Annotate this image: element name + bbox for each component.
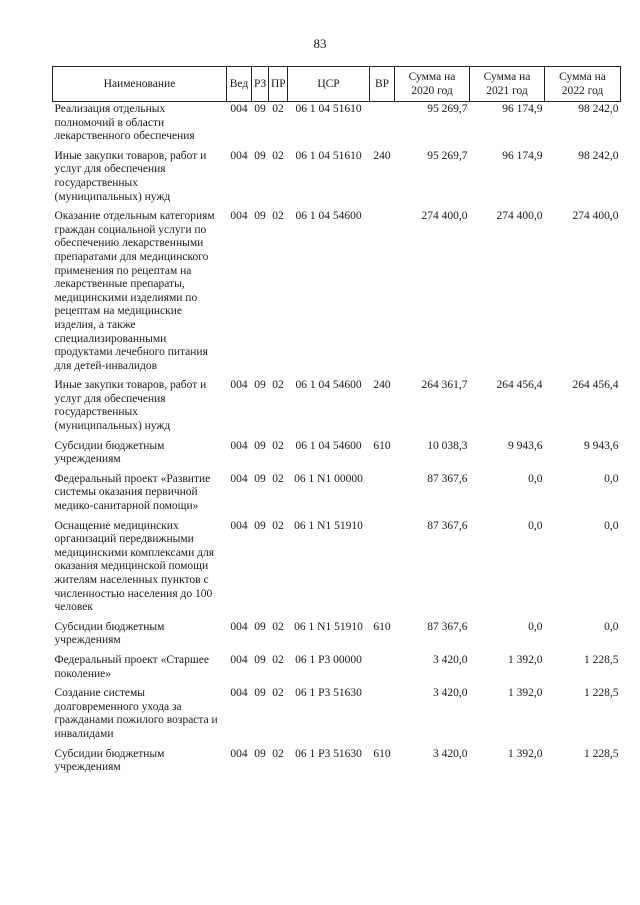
- row-sum-2021: 0,0: [528, 620, 543, 633]
- row-sum-2020: 87 367,6: [427, 519, 468, 532]
- row-rz: 09: [254, 439, 266, 452]
- row-name: Оснащение медицинских организаций передвижными медицинскими комплексами для оказания медицинской помощи жителям населенных пунктов с численностью населения до 100 человек: [54, 519, 214, 614]
- page-number: 83: [313, 36, 327, 51]
- row-pr: 02: [272, 103, 284, 115]
- row-rz: 09: [254, 379, 266, 392]
- table-row: [53, 472, 621, 519]
- row-sum-2022: 98 242,0: [578, 103, 619, 115]
- row-name: Иные закупки товаров, работ и услуг для обеспечения государственных (муниципальных) нужд: [54, 379, 207, 433]
- row-sum-2021: 0,0: [528, 519, 543, 532]
- row-csr: 06 1 04 51610: [295, 103, 362, 115]
- row-vr: [370, 472, 395, 519]
- row-rz: 09: [254, 747, 266, 760]
- row-ved: 004: [230, 620, 248, 633]
- row-pr: 02: [272, 687, 284, 700]
- row-rz: 09: [254, 210, 266, 223]
- row-sum-2022: 0,0: [604, 472, 619, 485]
- row-name: Субсидии бюджетным учреждениям: [54, 439, 165, 466]
- row-sum-2020: 95 269,7: [427, 149, 468, 162]
- row-ved: 004: [230, 472, 248, 485]
- row-ved: 004: [230, 149, 248, 162]
- row-sum-2020: 87 367,6: [427, 620, 468, 633]
- row-vr: [370, 209, 395, 378]
- row-sum-2022: 98 242,0: [578, 149, 619, 162]
- row-name: Субсидии бюджетным учреждениям: [54, 620, 165, 647]
- row-ved: 004: [230, 439, 248, 452]
- row-pr: 02: [272, 653, 284, 666]
- row-csr: 06 1 04 54600: [295, 439, 362, 452]
- table-row: [53, 519, 621, 620]
- row-csr: 06 1 N1 00000: [294, 472, 363, 485]
- row-sum-2021: 1 392,0: [508, 653, 543, 666]
- row-vr: [370, 686, 395, 746]
- table-row: [53, 102, 621, 149]
- row-vr: 610: [373, 620, 391, 633]
- row-rz: 09: [254, 519, 266, 532]
- row-sum-2020: 274 400,0: [421, 210, 468, 223]
- row-sum-2021: 1 392,0: [508, 687, 543, 700]
- row-pr: 02: [272, 379, 284, 392]
- row-name: Создание системы долговременного ухода за гражданами пожилого возраста и инвалидами: [54, 687, 218, 740]
- row-sum-2022: 1 228,5: [584, 653, 619, 666]
- row-csr: 06 1 04 54600: [295, 210, 362, 223]
- row-name: Иные закупки товаров, работ и услуг для обеспечения государственных (муниципальных) нужд: [54, 149, 207, 203]
- table-row: [53, 209, 621, 378]
- row-pr: 02: [272, 472, 284, 485]
- row-name: Федеральный проект «Развитие системы оказания первичной медико-санитарной помощи»: [54, 472, 211, 513]
- row-name: Федеральный проект «Старшее поколение»: [54, 653, 209, 680]
- row-ved: 004: [230, 103, 248, 115]
- table-row: [53, 620, 621, 653]
- header-sum-2021: Сумма на 2021 год: [470, 67, 545, 102]
- row-sum-2020: 3 420,0: [433, 687, 468, 700]
- table-row: [53, 653, 621, 686]
- row-sum-2022: 274 400,0: [572, 210, 619, 223]
- row-csr: 06 1 P3 51630: [295, 747, 362, 760]
- header-pr: ПР: [269, 67, 288, 102]
- row-vr: 610: [373, 439, 391, 452]
- row-rz: 09: [254, 620, 266, 633]
- row-sum-2022: 9 943,6: [584, 439, 619, 452]
- row-sum-2021: 264 456,4: [496, 379, 543, 392]
- row-csr: 06 1 P3 51630: [295, 687, 362, 700]
- header-sum-2020: Сумма на 2020 год: [395, 67, 470, 102]
- row-ved: 004: [230, 653, 248, 666]
- row-rz: 09: [254, 653, 266, 666]
- row-sum-2020: 95 269,7: [427, 103, 468, 115]
- row-sum-2020: 3 420,0: [433, 747, 468, 760]
- row-name: Реализация отдельных полномочий в области лекарственного обеспечения: [54, 103, 195, 143]
- row-sum-2020: 3 420,0: [433, 653, 468, 666]
- row-sum-2021: 96 174,9: [502, 149, 543, 162]
- row-sum-2020: 264 361,7: [421, 379, 468, 392]
- row-csr: 06 1 N1 51910: [294, 620, 363, 633]
- row-sum-2021: 9 943,6: [508, 439, 543, 452]
- row-ved: 004: [230, 210, 248, 223]
- row-vr: [370, 653, 395, 686]
- row-vr: 240: [373, 149, 391, 162]
- row-sum-2022: 1 228,5: [584, 687, 619, 700]
- row-name: Оказание отдельным категориям граждан социальной услуги по обеспечению лекарственными препаратами для медицинского применения по рецептам на лекарственные препараты, медицинскими изделиями по рецептам на медицинские изделия, а также специализированными продуктами лечебного питания для детей-инвалидов: [54, 210, 215, 372]
- row-csr: 06 1 N1 51910: [294, 519, 363, 532]
- row-rz: 09: [254, 103, 266, 115]
- row-ved: 004: [230, 747, 248, 760]
- row-pr: 02: [272, 439, 284, 452]
- row-ved: 004: [230, 379, 248, 392]
- row-pr: 02: [272, 149, 284, 162]
- table-row: [53, 378, 621, 438]
- table-row: [53, 439, 621, 472]
- row-vr: [370, 102, 395, 149]
- table-header-row: [53, 67, 621, 102]
- row-sum-2021: 1 392,0: [508, 747, 543, 760]
- header-sum-2022: Сумма на 2022 год: [545, 67, 621, 102]
- row-rz: 09: [254, 472, 266, 485]
- row-pr: 02: [272, 747, 284, 760]
- budget-table: [52, 66, 621, 780]
- table-row: [53, 747, 621, 780]
- row-sum-2022: 0,0: [604, 519, 619, 532]
- row-csr: 06 1 04 51610: [295, 149, 362, 162]
- row-ved: 004: [230, 687, 248, 700]
- row-name: Субсидии бюджетным учреждениям: [54, 747, 165, 774]
- header-name: Наименование: [53, 67, 227, 102]
- row-sum-2020: 10 038,3: [427, 439, 468, 452]
- row-sum-2021: 274 400,0: [496, 210, 543, 223]
- row-sum-2022: 264 456,4: [572, 379, 619, 392]
- row-ved: 004: [230, 519, 248, 532]
- row-vr: [370, 519, 395, 620]
- table-row: [53, 149, 621, 209]
- row-csr: 06 1 04 54600: [295, 379, 362, 392]
- row-pr: 02: [272, 210, 284, 223]
- row-rz: 09: [254, 687, 266, 700]
- row-sum-2022: 0,0: [604, 620, 619, 633]
- row-sum-2022: 1 228,5: [584, 747, 619, 760]
- row-vr: 610: [373, 747, 391, 760]
- table-row: [53, 686, 621, 746]
- header-rz: РЗ: [252, 67, 269, 102]
- row-pr: 02: [272, 620, 284, 633]
- row-pr: 02: [272, 519, 284, 532]
- header-csr: ЦСР: [288, 67, 370, 102]
- header-vr: ВР: [370, 67, 395, 102]
- row-sum-2021: 96 174,9: [502, 103, 543, 115]
- row-csr: 06 1 P3 00000: [295, 653, 362, 666]
- header-ved: Вед: [227, 67, 252, 102]
- row-rz: 09: [254, 149, 266, 162]
- row-vr: 240: [373, 379, 391, 392]
- row-sum-2021: 0,0: [528, 472, 543, 485]
- row-sum-2020: 87 367,6: [427, 472, 468, 485]
